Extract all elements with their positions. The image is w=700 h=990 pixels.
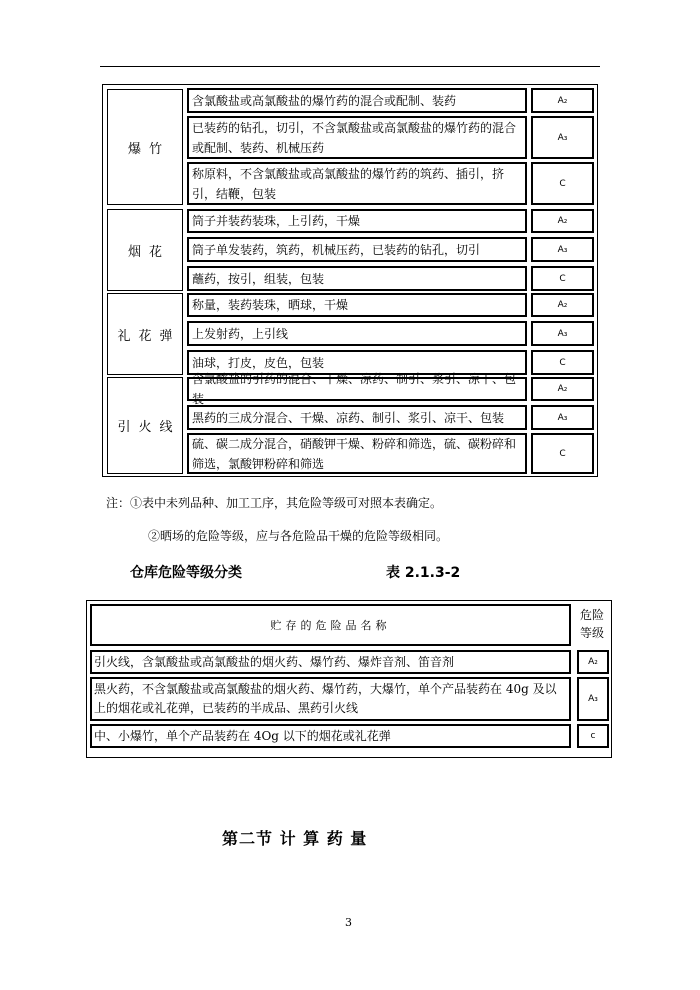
- process-cell: 含氯酸盐的引药的混合、干燥、凉药、制引、浆引、凉干、包装: [187, 377, 527, 401]
- process-cell: 已装药的钻孔，切引，不含氯酸盐或高氯酸盐的爆竹药的混合或配制、装药、机械压药: [187, 116, 527, 159]
- level-cell: C: [531, 350, 594, 375]
- level-cell: A₂: [531, 209, 594, 233]
- level-cell: A₃: [577, 677, 609, 721]
- level-cell: c: [577, 724, 609, 748]
- group-label: 爆竹: [107, 89, 183, 205]
- section-title: 第二节 计 算 药 量: [222, 829, 368, 848]
- process-cell: 含氯酸盐或高氯酸盐的爆竹药的混合或配制、装药: [187, 88, 527, 113]
- header-rule: [100, 66, 600, 67]
- group-label: 烟花: [107, 209, 183, 291]
- group-label: 礼花弹: [107, 293, 183, 375]
- level-cell: A₃: [531, 116, 594, 159]
- group-label: 引火线: [107, 377, 183, 474]
- level-cell: C: [531, 162, 594, 205]
- table-note-1: 注：①表中未列品种、加工工序，其危险等级可对照本表确定。: [106, 496, 443, 510]
- table-note-2: ②晒场的危险等级，应与各危险品干燥的危险等级相同。: [148, 529, 449, 543]
- level-cell: A₃: [531, 321, 594, 346]
- level-cell: A₂: [531, 377, 594, 401]
- level-cell: A₃: [531, 237, 594, 262]
- level-cell: A₂: [577, 650, 609, 674]
- storage-item-cell: 黑火药，不含氯酸盐或高氯酸盐的烟火药、爆竹药，大爆竹，单个产品装药在 40g 及以上的烟花或礼花弹，已装药的半成品、黑药引火线: [90, 677, 571, 721]
- process-cell: 称量，装药装珠，晒球，干燥: [187, 293, 527, 317]
- level-cell: C: [531, 433, 594, 474]
- process-hazard-table: [102, 84, 598, 477]
- storage-item-cell: 中、小爆竹，单个产品装药在 4Og 以下的烟花或礼花弹: [90, 724, 571, 748]
- process-cell: 筒子并装药装珠，上引药，干燥: [187, 209, 527, 233]
- process-cell: 筒子单发装药，筑药，机械压药，已装药的钻孔，切引: [187, 237, 527, 262]
- level-header: 危险等级: [579, 608, 604, 640]
- page-number: 3: [345, 916, 352, 929]
- table-caption-title: 仓库危险等级分类: [130, 565, 242, 581]
- warehouse-hazard-table: [86, 600, 612, 758]
- table-header: 贮存的危险品名称: [90, 604, 571, 646]
- level-cell: A₂: [531, 88, 594, 113]
- process-cell: 上发射药，上引线: [187, 321, 527, 346]
- level-cell: A₃: [531, 405, 594, 430]
- process-cell: 硫、碳二成分混合，硝酸钾干燥、粉碎和筛选，硫、碳粉碎和筛选，氯酸钾粉碎和筛选: [187, 433, 527, 474]
- level-cell: A₂: [531, 293, 594, 317]
- process-cell: 称原料，不含氯酸盐或高氯酸盐的爆竹药的筑药、插引，挤引，结鞭，包装: [187, 162, 527, 205]
- process-cell: 黑药的三成分混合、干燥、凉药、制引、浆引、凉干、包装: [187, 405, 527, 430]
- table-caption-number: 表 2.1.3-2: [386, 565, 461, 581]
- storage-item-cell: 引火线，含氯酸盐或高氯酸盐的烟火药、爆竹药、爆炸音剂、笛音剂: [90, 650, 571, 674]
- level-cell: C: [531, 266, 594, 291]
- process-cell: 油球，打皮，皮色，包装: [187, 350, 527, 375]
- process-cell: 蘸药，按引，组装，包装: [187, 266, 527, 291]
